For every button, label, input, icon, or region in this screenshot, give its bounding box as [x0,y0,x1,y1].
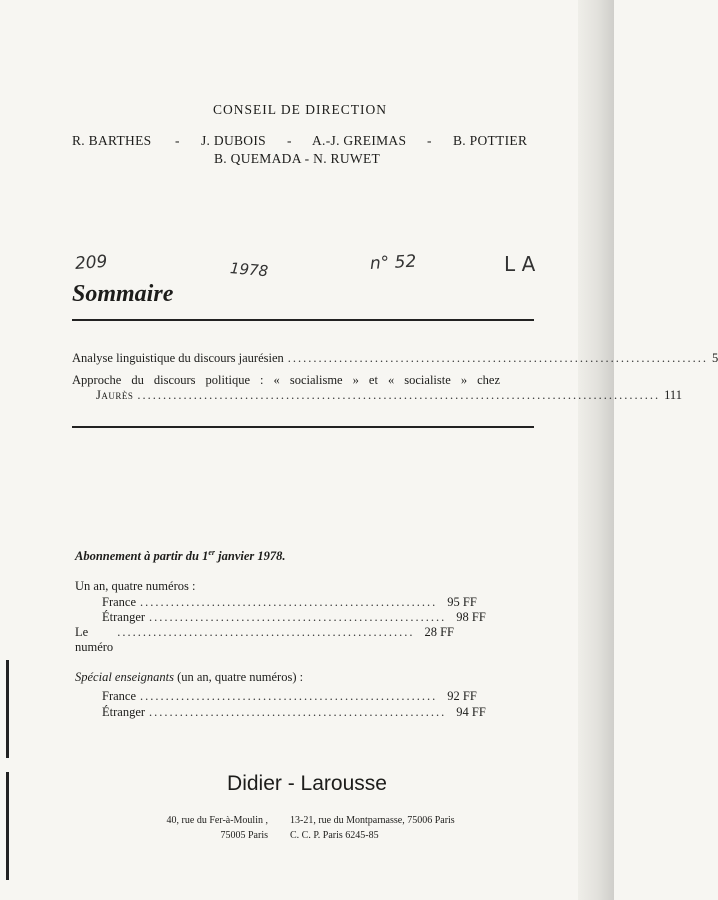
price-value: 94 FF [456,705,486,719]
address-line: 75005 Paris [220,830,268,841]
leader-dots: .................................................................................. [287,351,709,365]
price-label: Étranger [102,610,146,624]
price-label: Le numéro [75,625,114,654]
toc-entry-title: Approche du discours politique : « socialisme » et « socialiste » chez [72,373,500,387]
handwritten-note: 209 [74,251,109,274]
toc-entry-title-cont: Jaurès [96,388,134,402]
leader-dots: .......................................................... [149,705,447,719]
price-value: 28 FF [424,625,454,639]
address-right [290,813,455,843]
price-value: 92 FF [447,689,477,703]
separator-dash: - [427,133,432,148]
price-row [102,705,486,720]
price-value: 98 FF [456,610,486,624]
address-line: 13-21, rue du Montparnasse, 75006 Paris [290,815,455,826]
leader-dots: .......................................................... [149,610,447,624]
price-row [75,625,454,655]
toc-entry [72,351,718,366]
separator-dash: - [175,133,180,148]
price-label: France [102,689,137,703]
toc-entry-title: Analyse linguistique du discours jaurésien [72,351,284,365]
subscription-group-label: Un an, quatre numéros : [75,579,196,593]
subscription-title: Abonnement à partir du 1er janvier 1978. [75,548,286,564]
subscription-group-label: Spécial enseignants (un an, quatre numéros) : [75,670,304,684]
divider-rule [72,319,534,321]
price-label: France [102,595,137,609]
publisher-name: Didier - Larousse [227,772,387,795]
page-edge-shadow [578,0,614,900]
leader-dots: ...................................................................................................... [137,388,661,402]
member-name: R. BARTHES [72,133,152,148]
price-row [102,610,486,625]
address-line: C. C. P. Paris 6245-85 [290,830,379,841]
toc-entry-page: 111 [664,388,682,402]
margin-mark [6,660,9,758]
price-label: Étranger [102,705,146,719]
leader-dots: .......................................................... [140,689,438,703]
member-name: J. DUBOIS [201,133,266,148]
members-line-2: B. QUEMADA - N. RUWET [214,151,381,166]
price-row [102,595,477,610]
divider-rule [72,426,534,428]
separator-dash: - [287,133,292,148]
sommaire-title: Sommaire [72,281,174,307]
price-row [102,689,477,704]
member-name: A.-J. GREIMAS [312,133,407,148]
address-line: 40, rue du Fer-à-Moulin , [166,815,268,826]
address-left [140,813,268,843]
member-name: B. POTTIER [453,133,528,148]
council-title: CONSEIL DE DIRECTION [213,102,387,117]
toc-entry [96,388,682,403]
handwritten-note: n° 52 [369,251,417,274]
leader-dots: .......................................................... [117,625,415,639]
toc-entry-page: 5 [712,351,718,365]
price-value: 95 FF [447,595,477,609]
leader-dots: .......................................................... [140,595,438,609]
handwritten-note: LA [504,252,542,276]
handwritten-note: 1978 [229,259,269,281]
